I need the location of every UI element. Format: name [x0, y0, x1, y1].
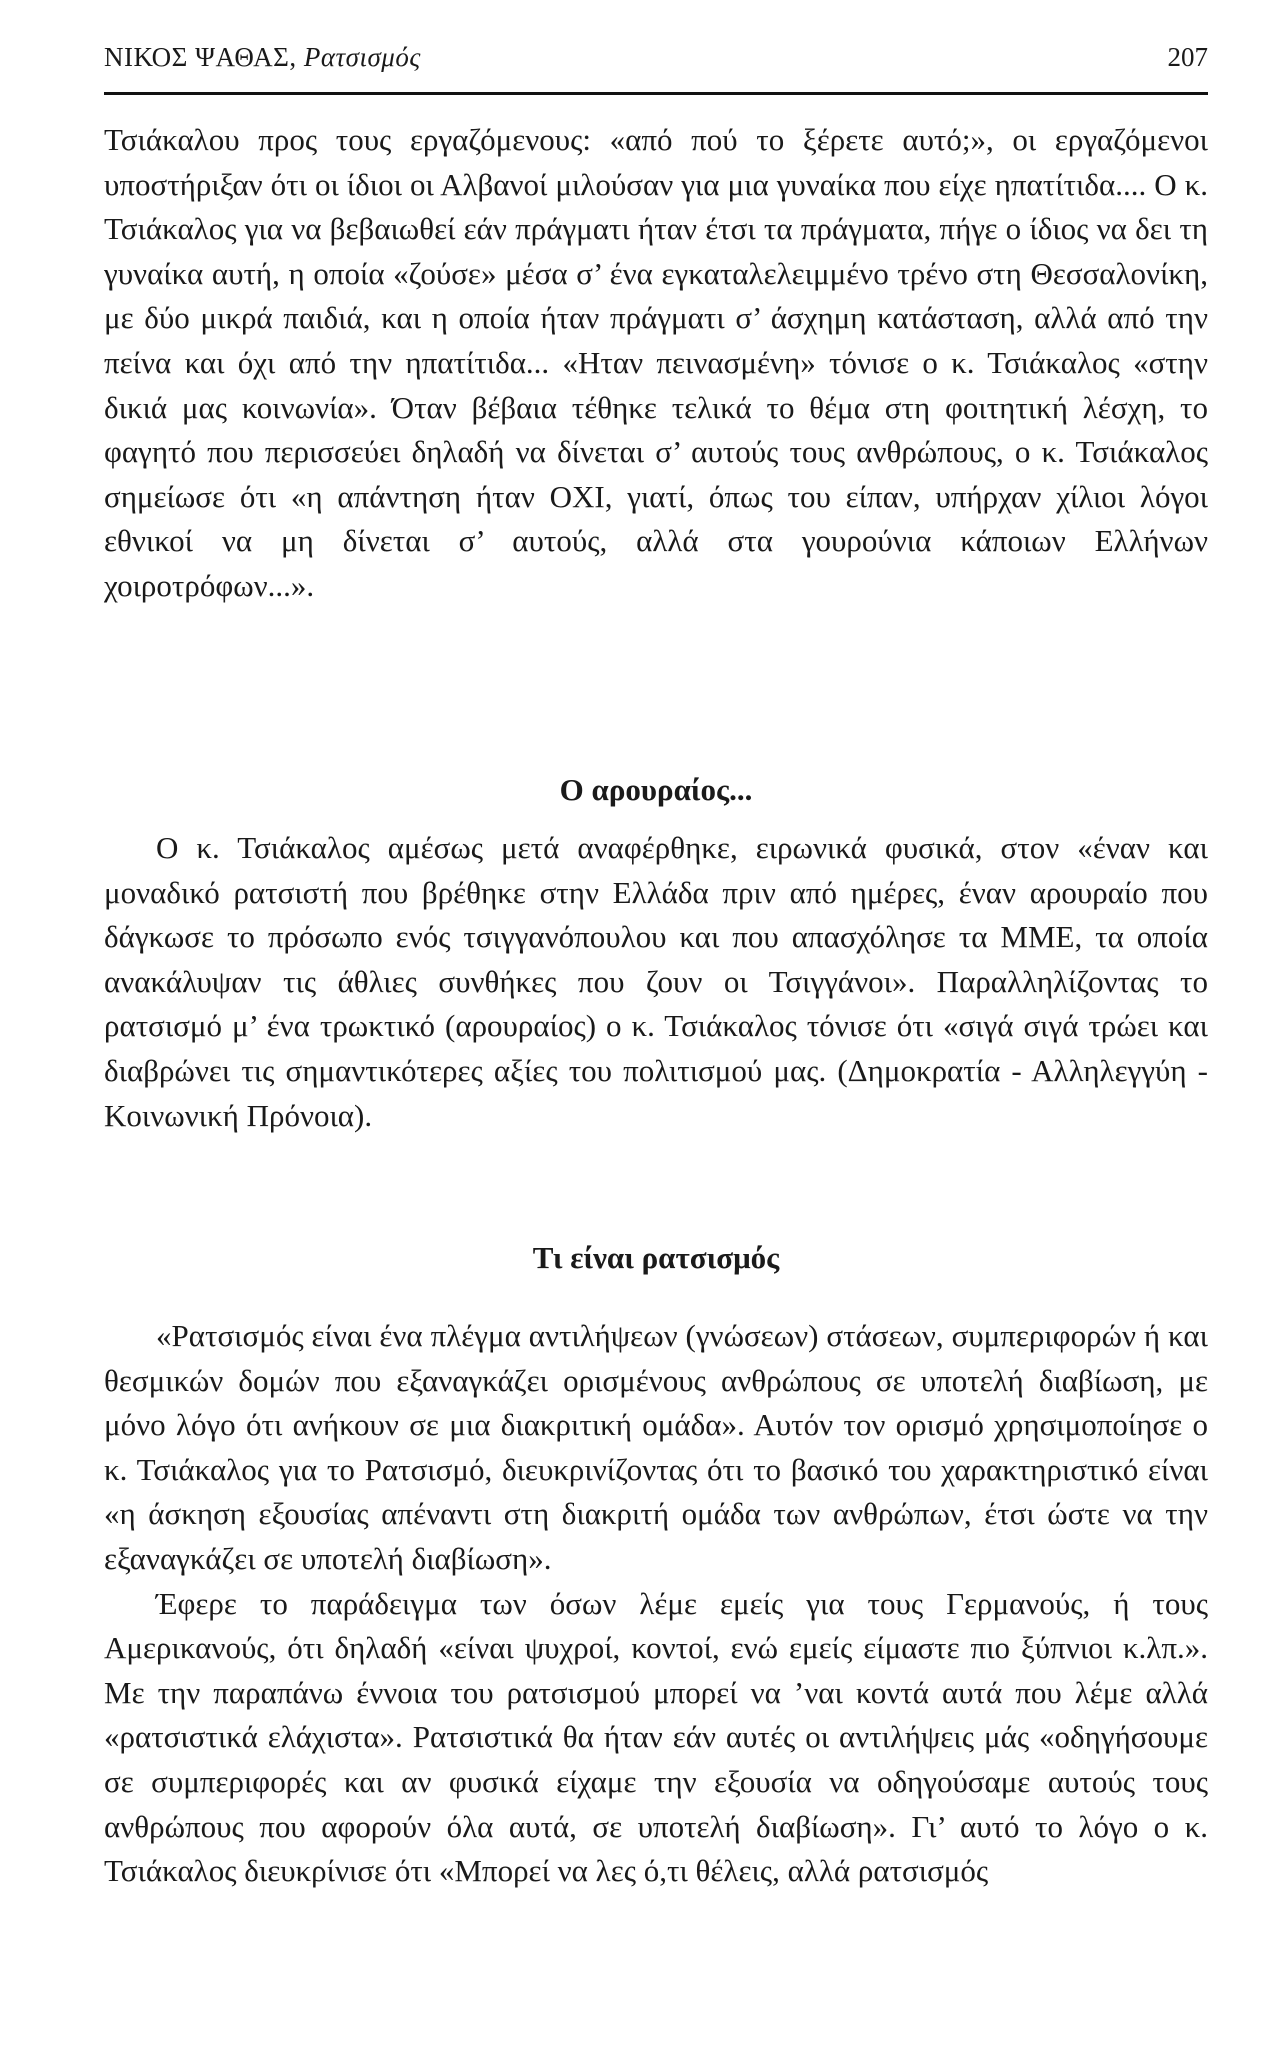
section-rat: [104, 826, 1208, 1138]
header-rule: [104, 92, 1208, 95]
section-heading-rat: Ο αρουραίος...: [559, 772, 753, 807]
paragraph: Τσιάκαλου προς τους εργαζόμενους: «από πού το ξέρετε αυτό;», οι εργαζόμενοι υποστήριξαν ότι οι ίδιοι οι Αλβανοί μιλούσαν για μια γυναίκα που είχε ηπατίτιδα.... Ο κ. Τσιάκαλος για να βεβαιωθεί εάν πράγματι ήταν έτσι τα πράγματα, πήγε ο ίδιος να δει τη γυναίκα αυτή, η οποία «ζούσε» μέσα σ’ ένα εγκαταλελειμμένο τρένο στη Θεσσαλονίκη, με δύο μικρά παιδιά, και η οποία ήταν πράγματι σ’ άσχημη κατάσταση, αλλά από την πείνα και όχι από την ηπατίτιδα... «Ηταν πεινασμένη» τόνισε ο κ. Τσιάκαλος «στην δικιά μας κοινωνία». Όταν βέβαια τέθηκε τελικά το θέμα στη φοιτητική λέσχη, το φαγητό που περισσεύει δηλαδή να δίνεται σ’ αυτούς τους ανθρώπους, ο κ. Τσιάκαλος σημείωσε ότι «η απάντηση ήταν ΟΧΙ, γιατί, όπως του είπαν, υπήρχαν χίλιοι λόγοι εθνικοί να μη δίνεται σ’ αυτούς, αλλά στα γουρούνια κάποιων Ελλήνων χοιροτρόφων...».: [104, 122, 1208, 603]
header-book-title: Ρατσισμός: [303, 42, 421, 72]
running-header: [104, 42, 1208, 82]
header-author: ΝΙΚΟΣ ΨΑΘΑΣ,: [104, 42, 297, 72]
paragraph: Έφερε το παράδειγμα των όσων λέμε εμείς για τους Γερμανούς, ή τους Αμερικανούς, ότι δηλαδή «είναι ψυχροί, κοντοί, ενώ εμείς είμαστε πιο ξύπνιοι κ.λπ.». Με την παραπάνω έννοια του ρατσισμού μπορεί να ’ναι κοντά αυτά που λέμε αλλά «ρατσιστικά ελάχιστα». Ρατσιστικά θα ήταν εάν αυτές οι αντιλήψεις μάς «οδηγήσουμε σε συμπεριφορές και αν φυσικά είχαμε την εξουσία να οδηγούσαμε αυτούς τους ανθρώπους που αφορούν όλα αυτά, σε υποτελή διαβίωση». Γι’ αυτό το λόγο ο κ. Τσιάκαλος διευκρίνισε ότι «Μπορεί να λες ό,τι θέλεις, αλλά ρατσισμός: [104, 1585, 1208, 1889]
paragraph: Ο κ. Τσιάκαλος αμέσως μετά αναφέρθηκε, ειρωνικά φυσικά, στον «έναν και μοναδικό ρατσιστή που βρέθηκε στην Ελλάδα πριν από ημέρες, έναν αρουραίο που δάγκωσε το πρόσωπο ενός τσιγγανόπουλου και που απασχόλησε τα ΜΜΕ, τα οποία ανακάλυψαν τις άθλιες συνθήκες που ζουν οι Τσιγγάνοι». Παραλληλίζοντας το ρατσισμό μ’ ένα τρωκτικό (αρουραίος) ο κ. Τσιάκαλος τόνισε ότι «σιγά σιγά τρώει και διαβρώνει τις σημαντικότερες αξίες του πολιτισμού μας. (Δημοκρατία - Αλληλεγγύη - Κοινωνική Πρόνοια).: [104, 830, 1208, 1133]
section-heading-what-is-racism: Τι είναι ρατσισμός: [532, 1240, 780, 1275]
page-number: 207: [1167, 42, 1208, 72]
section-intro: [104, 118, 1208, 609]
book-page: [104, 0, 1208, 2048]
section-what-is-racism: [104, 1314, 1208, 1894]
header-author-title: [104, 42, 421, 73]
paragraph: «Ρατσισμός είναι ένα πλέγμα αντιλήψεων (γνώσεων) στάσεων, συμπεριφορών ή και θεσμικών δομών που εξαναγκάζει ορισμένους ανθρώπους σε υποτελή διαβίωση, με μόνο λόγο ότι ανήκουν σε μια διακριτική ομάδα». Αυτόν τον ορισμό χρησιμοποίησε ο κ. Τσιάκαλος για το Ρατσισμό, διευκρινίζοντας ότι το βασικό του χαρακτηριστικό είναι «η άσκηση εξουσίας απέναντι στη διακριτή ομάδα των ανθρώπων, έτσι ώστε να την εξαναγκάζει σε υποτελή διαβίωση».: [104, 1318, 1208, 1576]
